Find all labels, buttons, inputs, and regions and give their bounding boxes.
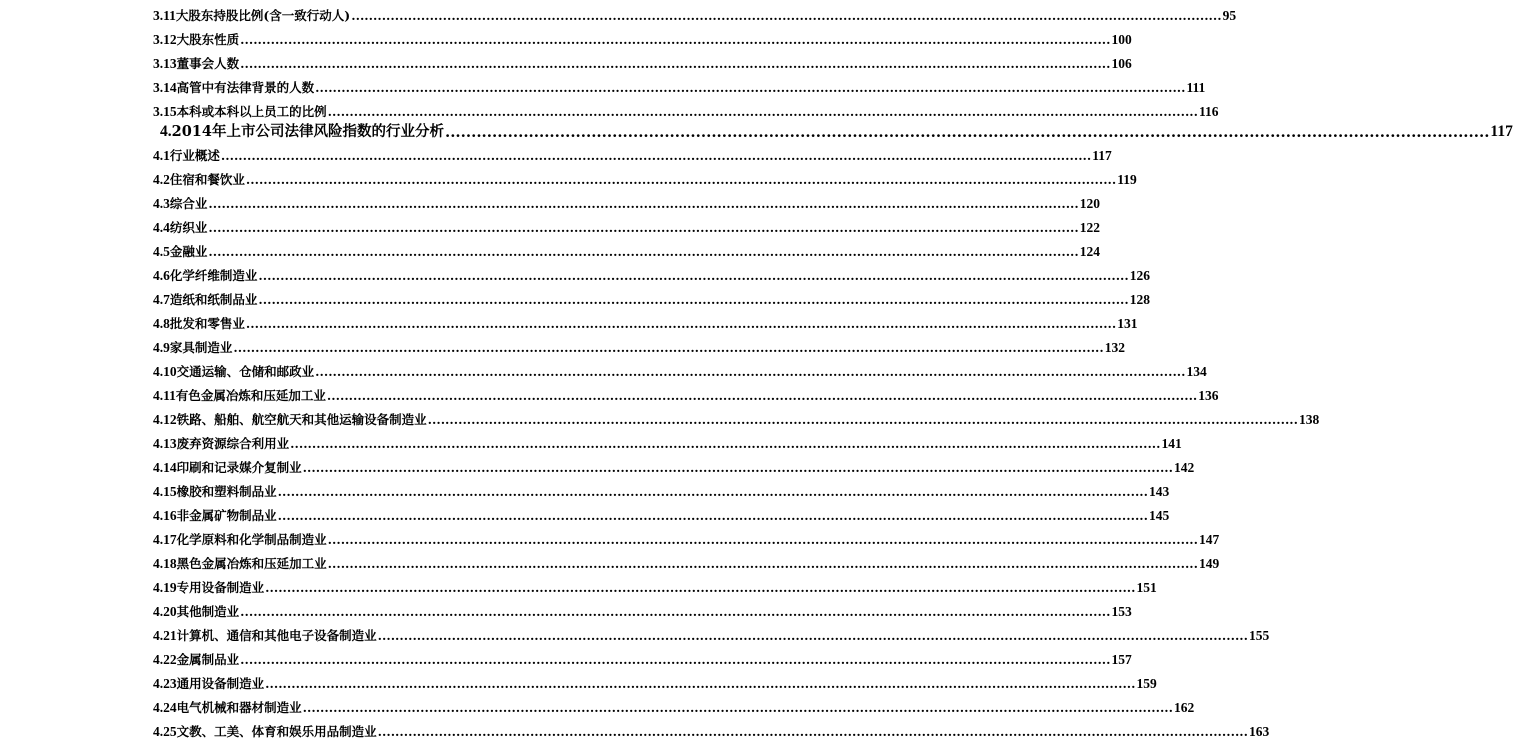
toc-entry-number: 4.22 bbox=[153, 652, 177, 667]
toc-entry[interactable] bbox=[153, 456, 1195, 476]
toc-leader-dots: ........................................................................................................................................................................................................ bbox=[315, 80, 1186, 95]
toc-entry-number: 4.5 bbox=[153, 244, 170, 259]
toc-entry[interactable] bbox=[153, 264, 1151, 284]
toc-entry[interactable] bbox=[153, 624, 1270, 644]
toc-entry[interactable] bbox=[153, 4, 1237, 24]
toc-leader-dots: ........................................................................................................................................................................................................ bbox=[377, 628, 1249, 643]
toc-entry[interactable] bbox=[153, 600, 1132, 620]
toc-entry[interactable] bbox=[153, 336, 1126, 356]
toc-entry-number: 4.25 bbox=[153, 724, 177, 739]
toc-entry-number: 4.6 bbox=[153, 268, 170, 283]
toc-entry-title: 有色金属冶炼和压延加工业 bbox=[175, 388, 326, 403]
toc-entry-number: 4.2 bbox=[153, 172, 170, 187]
toc-entry[interactable] bbox=[153, 672, 1157, 692]
toc-leader-dots: ........................................................................................................................................................................................................ bbox=[258, 268, 1129, 283]
toc-entry-page-number: 120 bbox=[1079, 196, 1101, 211]
toc-entry-title: 铁路、船舶、航空航天和其他运输设备制造业 bbox=[176, 412, 427, 427]
toc-entry-title: 金融业 bbox=[169, 244, 208, 259]
toc-entry-number: 4.11 bbox=[153, 388, 176, 403]
toc-leader-dots: ........................................................................................................................................................................................................ bbox=[351, 8, 1222, 23]
toc-entry[interactable] bbox=[153, 240, 1101, 260]
toc-entry-page-number: 143 bbox=[1149, 484, 1170, 499]
toc-entry-page-number: 126 bbox=[1129, 268, 1151, 283]
toc-leader-dots: ........................................................................................................................................................................................................ bbox=[240, 32, 1111, 47]
toc-entry-number: 4.20 bbox=[153, 604, 177, 619]
toc-leader-dots: ........................................................................................................................................................................................................ bbox=[277, 508, 1149, 523]
toc-entry-page-number: 117 bbox=[1092, 148, 1112, 163]
toc-leader-dots: ........................................................................................................................................................................................................ bbox=[233, 340, 1104, 355]
toc-leader-dots: ........................................................................................................................................................................................................ bbox=[220, 148, 1092, 163]
toc-entry[interactable] bbox=[153, 360, 1207, 380]
toc-entry[interactable] bbox=[153, 528, 1220, 548]
toc-entry-number: 4.17 bbox=[153, 532, 177, 547]
toc-entry-page-number: 141 bbox=[1161, 436, 1182, 451]
toc-entry-title: 2014年上市公司法律风险指数的行业分析 bbox=[171, 123, 444, 140]
toc-entry-page-number: 136 bbox=[1198, 388, 1219, 403]
toc-entry-number: 3.13 bbox=[153, 56, 177, 71]
toc-entry[interactable] bbox=[153, 144, 1112, 164]
toc-leader-dots: ........................................................................................................................................................................................................ bbox=[290, 436, 1161, 451]
toc-entry-number: 4.16 bbox=[153, 508, 177, 523]
toc-leader-dots: ........................................................................................................................................................................................................ bbox=[302, 460, 1174, 475]
toc-entry[interactable] bbox=[153, 696, 1195, 716]
toc-entry-title: 废弃资源综合利用业 bbox=[176, 436, 290, 451]
toc-entry-page-number: 119 bbox=[1117, 172, 1137, 187]
toc-leader-dots: ........................................................................................................................................................................................................ bbox=[326, 388, 1198, 403]
toc-leader-dots: ........................................................................................................................................................................................................ bbox=[315, 364, 1186, 379]
toc-entry[interactable] bbox=[153, 384, 1219, 404]
toc-entry-number: 4.23 bbox=[153, 676, 177, 691]
toc-entry-page-number: 138 bbox=[1299, 412, 1320, 427]
toc-entry-page-number: 95 bbox=[1222, 8, 1237, 23]
toc-entry[interactable] bbox=[153, 576, 1157, 596]
toc-entry[interactable] bbox=[153, 432, 1182, 452]
toc-entry-page-number: 122 bbox=[1079, 220, 1101, 235]
toc-entry-page-number: 131 bbox=[1117, 316, 1138, 331]
toc-entry-title: 住宿和餐饮业 bbox=[169, 172, 245, 187]
toc-entry-number: 4.14 bbox=[153, 460, 177, 475]
toc-leader-dots: ........................................................................................................................................................................................................ bbox=[265, 580, 1136, 595]
toc-entry-page-number: 149 bbox=[1199, 556, 1220, 571]
toc-entry-number: 4.10 bbox=[153, 364, 177, 379]
toc-entry[interactable] bbox=[153, 648, 1132, 668]
toc-entry-number: 3.14 bbox=[153, 80, 177, 95]
toc-entry-title: 电气机械和器材制造业 bbox=[176, 700, 302, 715]
toc-leader-dots: ........................................................................................................................................................................................................ bbox=[427, 412, 1299, 427]
toc-entry-number: 4.7 bbox=[153, 292, 170, 307]
toc-entry-page-number: 134 bbox=[1186, 364, 1207, 379]
toc-leader-dots: ........................................................................................................................................................................................................ bbox=[265, 676, 1136, 691]
toc-leader-dots: ........................................................................................................................................................................................................ bbox=[277, 484, 1149, 499]
toc-entry-number: 4.13 bbox=[153, 436, 177, 451]
toc-entry-title: 综合业 bbox=[169, 196, 208, 211]
toc-entry-title: 交通运输、仓储和邮政业 bbox=[176, 364, 315, 379]
toc-entry-title: 化学原料和化学制品制造业 bbox=[176, 532, 327, 547]
toc-entry-title: 纺织业 bbox=[169, 220, 208, 235]
toc-entry[interactable] bbox=[153, 100, 1219, 120]
toc-entry-page-number: 142 bbox=[1174, 460, 1195, 475]
toc-entry-title: 高管中有法律背景的人数 bbox=[176, 80, 315, 95]
toc-entry-title: 专用设备制造业 bbox=[176, 580, 265, 595]
toc-entry[interactable] bbox=[153, 480, 1170, 500]
toc-entry-page-number: 163 bbox=[1249, 724, 1270, 739]
toc-entry-page-number: 128 bbox=[1129, 292, 1151, 307]
toc-leader-dots: ........................................................................................................................................................................................................ bbox=[245, 172, 1117, 187]
toc-entry-page-number: 153 bbox=[1111, 604, 1132, 619]
toc-entry[interactable] bbox=[153, 288, 1151, 308]
toc-entry-title: 家具制造业 bbox=[169, 340, 233, 355]
toc-entry-number: 3.15 bbox=[153, 104, 177, 119]
toc-leader-dots: ........................................................................................................................................................................................................ bbox=[302, 700, 1174, 715]
toc-entry-title: 印刷和记录媒介复制业 bbox=[176, 460, 302, 475]
toc-leader-dots: ........................................................................................................................................................................................................ bbox=[245, 316, 1117, 331]
toc-entry-number: 4.19 bbox=[153, 580, 177, 595]
toc-entry-number: 4. bbox=[160, 123, 172, 140]
toc-leader-dots: ........................................................................................................................................................................................................ bbox=[240, 56, 1111, 71]
toc-entry-page-number: 145 bbox=[1149, 508, 1170, 523]
toc-leader-dots: ........................................................................................................................................................................................................ bbox=[240, 604, 1111, 619]
toc-entry-title: 化学纤维制造业 bbox=[169, 268, 258, 283]
toc-entry-number: 4.1 bbox=[153, 148, 170, 163]
toc-entry[interactable] bbox=[153, 720, 1270, 740]
toc-entry-title: 黑色金属冶炼和压延加工业 bbox=[176, 556, 327, 571]
toc-entry-title: 文教、工美、体育和娱乐用品制造业 bbox=[176, 724, 377, 739]
toc-leader-dots: ........................................................................................................................................................................................................ bbox=[327, 104, 1199, 119]
toc-entry-page-number: 151 bbox=[1136, 580, 1157, 595]
toc-entry[interactable] bbox=[153, 552, 1220, 572]
toc-leader-dots: ........................................................................................................................................................................................................ bbox=[444, 123, 1490, 141]
toc-entry-title: 非金属矿物制品业 bbox=[176, 508, 277, 523]
toc-entry[interactable] bbox=[153, 168, 1137, 188]
toc-entry[interactable] bbox=[153, 504, 1170, 524]
toc-leader-dots: ........................................................................................................................................................................................................ bbox=[327, 532, 1199, 547]
toc-entry-number: 3.11 bbox=[153, 8, 176, 23]
toc-entry-number: 4.8 bbox=[153, 316, 170, 331]
toc-entry-page-number: 116 bbox=[1199, 104, 1219, 119]
toc-entry-title: 大股东性质 bbox=[176, 32, 240, 47]
toc-entry-title: 通用设备制造业 bbox=[176, 676, 265, 691]
toc-leader-dots: ........................................................................................................................................................................................................ bbox=[240, 652, 1111, 667]
toc-entry-number: 4.12 bbox=[153, 412, 177, 427]
toc-entry-number: 3.12 bbox=[153, 32, 177, 47]
toc-entry-number: 4.18 bbox=[153, 556, 177, 571]
toc-leader-dots: ........................................................................................................................................................................................................ bbox=[327, 556, 1199, 571]
toc-entry-number: 4.4 bbox=[153, 220, 170, 235]
toc-entry-page-number: 106 bbox=[1111, 56, 1132, 71]
toc-entry-page-number: 100 bbox=[1111, 32, 1132, 47]
toc-entry-number: 4.9 bbox=[153, 340, 170, 355]
toc-entry-title: 大股东持股比例(含一致行动人) bbox=[175, 8, 351, 23]
toc-entry[interactable] bbox=[153, 312, 1138, 332]
toc-leader-dots: ........................................................................................................................................................................................................ bbox=[208, 220, 1079, 235]
toc-entry-page-number: 132 bbox=[1104, 340, 1126, 355]
toc-entry-title: 批发和零售业 bbox=[169, 316, 245, 331]
toc-leader-dots: ........................................................................................................................................................................................................ bbox=[258, 292, 1129, 307]
toc-entry-title: 橡胶和塑料制品业 bbox=[176, 484, 277, 499]
toc-entry-title: 其他制造业 bbox=[176, 604, 240, 619]
toc-entry-page-number: 111 bbox=[1186, 80, 1206, 95]
toc-entry-page-number: 147 bbox=[1199, 532, 1220, 547]
toc-entry-page-number: 159 bbox=[1136, 676, 1157, 691]
toc-entry-number: 4.24 bbox=[153, 700, 177, 715]
toc-entry-title: 造纸和纸制品业 bbox=[169, 292, 258, 307]
toc-entry-page-number: 124 bbox=[1079, 244, 1101, 259]
toc-entry-page-number: 117 bbox=[1490, 123, 1513, 140]
toc-entry-title: 计算机、通信和其他电子设备制造业 bbox=[176, 628, 377, 643]
toc-entry-page-number: 157 bbox=[1111, 652, 1132, 667]
toc-entry-page-number: 162 bbox=[1174, 700, 1195, 715]
toc-entry-number: 4.15 bbox=[153, 484, 177, 499]
toc-entry[interactable] bbox=[153, 408, 1320, 428]
toc-entry[interactable] bbox=[153, 28, 1132, 48]
toc-entry-title: 金属制品业 bbox=[176, 652, 240, 667]
toc-entry-title: 行业概述 bbox=[169, 148, 220, 163]
toc-entry[interactable] bbox=[153, 76, 1206, 96]
toc-entry-number: 4.21 bbox=[153, 628, 177, 643]
toc-entry[interactable] bbox=[153, 192, 1101, 212]
toc-leader-dots: ........................................................................................................................................................................................................ bbox=[208, 244, 1079, 259]
toc-leader-dots: ........................................................................................................................................................................................................ bbox=[377, 724, 1249, 739]
toc-entry-number: 4.3 bbox=[153, 196, 170, 211]
toc-entry[interactable] bbox=[153, 52, 1132, 72]
toc-entry-page-number: 155 bbox=[1249, 628, 1270, 643]
toc-entry-title: 董事会人数 bbox=[176, 56, 240, 71]
toc-leader-dots: ........................................................................................................................................................................................................ bbox=[208, 196, 1079, 211]
toc-chapter-entry[interactable] bbox=[160, 120, 1513, 141]
toc-entry[interactable] bbox=[153, 216, 1101, 236]
toc-entry-title: 本科或本科以上员工的比例 bbox=[176, 104, 327, 119]
